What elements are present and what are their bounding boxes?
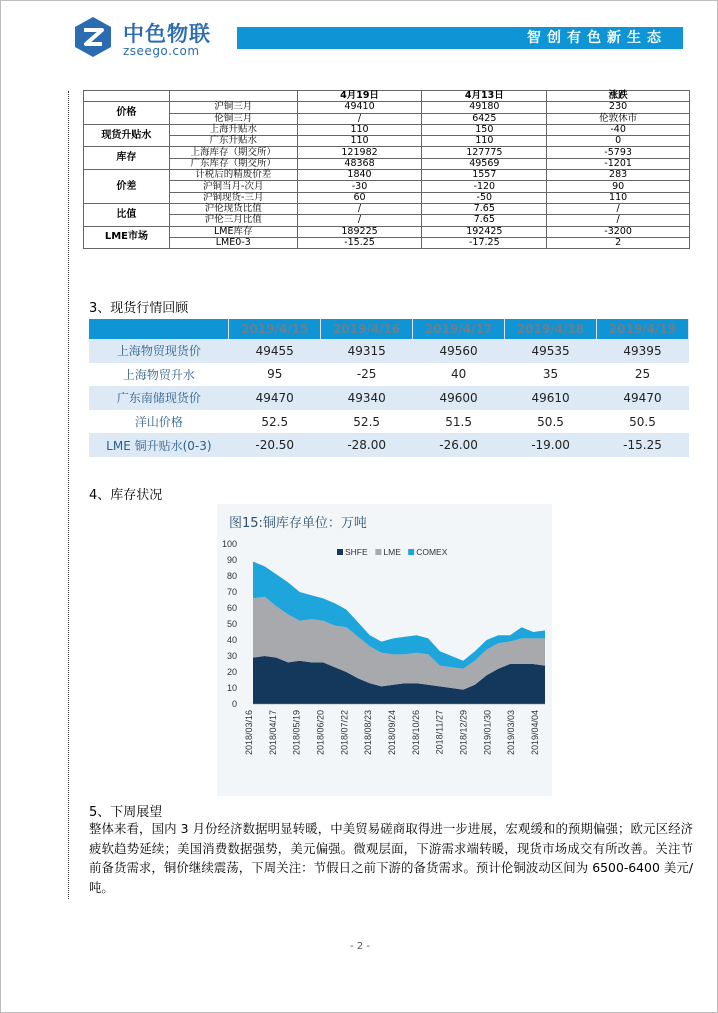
table2-cell: 49600 [413,386,505,410]
table1-cell: 沪铜三月 [169,102,297,113]
table1-cell: 60 [297,192,422,203]
table1-cell: -17.25 [422,237,547,248]
table1-cell: 48368 [297,158,422,169]
y-tick-label: 60 [226,603,237,613]
table1-cell: 49569 [422,158,547,169]
legend-label-shfe: SHFE [345,547,368,557]
table1-cell: 1840 [297,170,422,181]
table1-cell: -1201 [547,158,690,169]
table2-cell: 25 [634,367,651,382]
legend-label-lme: LME [383,547,401,557]
table1-category: 比值 [84,203,170,226]
table2-cell: 51.5 [445,414,472,429]
table1-cell: 283 [547,170,690,181]
x-tick-label: 2019/01/30 [482,710,493,756]
table2-header-4: 2019/4/18 [505,319,597,339]
table2-row-label: 洋山价格 [134,415,183,430]
table-row [89,386,689,410]
table2-cell: 50.5 [629,414,656,429]
x-tick-label: 2018/12/29 [458,710,469,756]
table1-cell: 上海库存（期交所） [169,147,297,158]
table1-category: LME市场 [84,226,170,249]
outlook-paragraph: 整体来看，国内 3 月份经济数据明显转暖，中美贸易磋商取得进一步进展，宏观缓和的预期偏强；欧元区经济疲软趋势延续；美国消费数据强势，美元偏强。微观层面，下游需求端转暖，现货市场成交有所改善。关注节前备货需求，铜价继续震荡，下周关注：节假日之前下游的备货需求。预计伦铜波动区间为 6500-6400 美元/吨。 [89,821,693,895]
table2-cell: -25 [356,367,377,382]
table1-cell: 1557 [422,170,547,181]
table-row [84,102,690,113]
brand-domain: zseego.com [123,44,200,58]
table1-cell: 7.65 [422,215,547,226]
section-3-title: 3、现货行情回顾 [89,301,189,316]
table1-cell: 189225 [297,226,422,237]
x-tick-label: 2018/07/22 [339,710,350,756]
table2-cell: 40 [450,367,467,382]
table2-cell: 49395 [597,339,689,363]
table2-cell: 52.5 [261,414,289,429]
table1-cell: 沪伦三月比值 [169,215,297,226]
zseego-logo-icon [71,15,115,59]
table-row [84,124,690,135]
table1-cell: LME0-3 [169,237,297,248]
market-summary-table [83,90,690,249]
slogan-banner: 智创有色新生态 [237,27,683,49]
y-tick-label: 40 [226,635,237,645]
table2-cell: 49455 [229,339,321,363]
section-4-title: 4、库存状况 [89,488,163,503]
table1-cell: / [297,203,422,214]
x-tick-label: 2018/09/24 [387,710,397,756]
table1-cell: 沪铜现货-三月 [169,192,297,203]
table1-cell: 110 [422,136,547,147]
spot-review-table [89,319,689,457]
table1-cell: -15.25 [297,237,422,248]
table1-cell: 广东升贴水 [169,136,297,147]
table1-cell: -5793 [547,147,690,158]
y-tick-label: 10 [226,683,237,693]
table1-cell: / [297,215,422,226]
table1-cell: 伦敦休市 [547,113,690,124]
table2-row-label: LME 铜升贴水(0-3) [89,433,229,457]
table2-row-label: 广东南储现货价 [89,386,229,410]
table-row [89,410,689,434]
table2-cell: 49340 [321,386,413,410]
table1-header-2: 4月19日 [297,91,422,102]
table2-header-5: 2019/4/19 [597,319,689,339]
table1-cell: 计税后的精废价差 [169,170,297,181]
brand-name: 中色物联 [123,22,211,46]
table1-cell: 6425 [422,113,547,124]
table2-cell: 49535 [505,339,597,363]
legend-swatch-comex [408,549,414,555]
table-row [84,170,690,181]
table1-cell: -50 [422,192,547,203]
table1-cell: 7.65 [422,203,547,214]
table1-cell: / [547,203,690,214]
y-tick-label: 70 [226,587,237,597]
table2-header-2: 2019/4/16 [321,319,413,339]
table-row [84,181,690,192]
table2-cell: -19.00 [505,433,597,457]
table1-cell: 2 [547,237,690,248]
table2-header-0 [89,319,229,339]
table1-cell: 上海升贴水 [169,124,297,135]
table-row [84,203,690,214]
table2-row-label: 上海物贸升水 [122,367,195,382]
x-tick-label: 2018/03/16 [244,710,254,756]
table1-cell: 110 [297,136,422,147]
legend-label-comex: COMEX [416,547,448,557]
table2-cell: -26.00 [413,433,505,457]
table-row [89,363,689,387]
table2-cell: 49610 [505,386,597,410]
table1-cell: 192425 [422,226,547,237]
table1-cell: 230 [547,102,690,113]
table1-cell: / [547,215,690,226]
y-tick-label: 20 [226,667,237,677]
y-tick-label: 100 [221,539,237,549]
table1-cell: 127775 [422,147,547,158]
table2-cell: 49560 [413,339,505,363]
table1-cell: 伦铜三月 [169,113,297,124]
y-tick-label: 80 [226,571,237,581]
table1-cell: 150 [422,124,547,135]
table2-cell: -28.00 [321,433,413,457]
table2-cell: 52.5 [353,414,381,429]
table1-cell: 49180 [422,102,547,113]
table1-category: 现货升贴水 [84,124,170,147]
x-tick-label: 2018/11/27 [434,710,445,755]
table-row [84,136,690,147]
table2-cell: 49470 [597,386,689,410]
table2-cell: -15.25 [597,433,689,457]
table1-cell: -40 [547,124,690,135]
y-tick-label: 50 [226,619,237,629]
table-row [89,433,689,457]
table1-cell: 110 [297,124,422,135]
table2-cell: 95 [267,367,283,382]
y-tick-label: 0 [231,699,237,709]
table1-cell: 广东库存（期交所） [169,158,297,169]
table1-category: 价格 [84,102,170,125]
x-tick-label: 2018/10/26 [410,710,421,756]
table1-cell: 110 [547,192,690,203]
copper-inventory-chart [217,504,552,796]
table1-cell: -3200 [547,226,690,237]
table-row [84,215,690,226]
legend-swatch-shfe [337,549,343,555]
x-tick-label: 2018/05/19 [291,710,302,756]
table1-header-0 [84,91,170,102]
legend-swatch-lme [375,549,381,555]
chart-title: 图15:铜库存单位：万吨 [229,516,367,531]
table1-cell: -30 [297,181,422,192]
table2-row-label: 上海物贸现货价 [89,339,229,363]
table-row [84,192,690,203]
table2-cell: -20.50 [229,433,321,457]
section-5-title: 5、下周展望 [89,805,163,820]
table-row [84,147,690,158]
table1-cell: / [297,113,422,124]
table-row [89,339,689,363]
margin-rule [68,91,69,899]
table1-header-4: 涨跌 [547,91,690,102]
x-tick-label: 2018/08/23 [363,710,374,756]
table1-cell: 沪铜当月-次月 [169,181,297,192]
table1-cell: 90 [547,181,690,192]
table-row [84,113,690,124]
table2-header-1: 2019/4/15 [229,319,321,339]
table1-cell: 49410 [297,102,422,113]
y-tick-label: 30 [226,651,237,661]
table1-cell: LME库存 [169,226,297,237]
table1-cell: 0 [547,136,690,147]
table1-cell: 121982 [297,147,422,158]
chart-plot [217,504,552,796]
table2-cell: 35 [542,367,559,382]
table2-cell: 50.5 [537,414,564,429]
table1-category: 库存 [84,147,170,170]
table-row [84,226,690,237]
x-tick-label: 2019/04/04 [530,710,540,756]
table1-cell: 沪伦现货比值 [169,203,297,214]
table-row [84,158,690,169]
table2-cell: 49315 [321,339,413,363]
table1-cell: -120 [422,181,547,192]
table-row [84,237,690,248]
table1-header-3: 4月13日 [422,91,547,102]
table1-category: 价差 [84,170,170,204]
page-number: - 2 - [350,941,370,952]
x-tick-label: 2019/03/03 [506,710,517,756]
table2-cell: 49470 [229,386,321,410]
table2-header-3: 2019/4/17 [413,319,505,339]
x-tick-label: 2018/04/17 [267,710,278,756]
y-tick-label: 90 [226,555,237,565]
x-tick-label: 2018/06/20 [315,710,326,756]
